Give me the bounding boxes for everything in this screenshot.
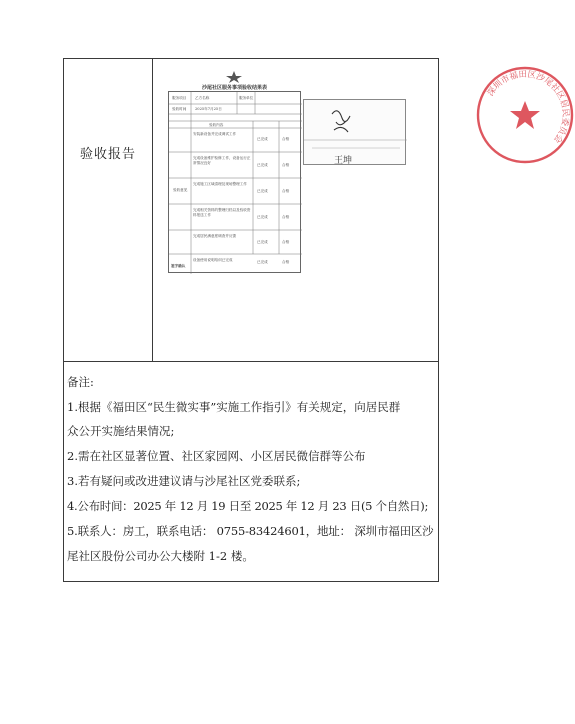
scan-item-text: 完成居民满意度调查并反馈 <box>193 234 237 238</box>
scan-item-text: 设备使用说明培训已完成 <box>193 258 233 262</box>
scan-item-status: 已完成 <box>257 163 268 167</box>
scan-item-text: 完成相关资料的整理归档以及验收资料报送工作 <box>193 208 251 217</box>
scan-item-status: 已完成 <box>257 260 268 264</box>
official-seal-icon <box>475 65 575 165</box>
scan-item-result: 合格 <box>282 240 290 244</box>
scan-header-4: 验收时间 <box>172 107 187 111</box>
note-5-line-1: 5.联系人：房工，联系电话： 0755-83424601，地址： 深圳市福田区沙 <box>67 524 434 538</box>
scan-item-status: 已完成 <box>257 137 268 141</box>
seal-text: 深圳市福田区沙尾社区居民委员会 <box>485 69 571 145</box>
note-3: 3.若有疑问或改进建议请与沙尾社区党委联系; <box>67 474 301 488</box>
scan-date: 2025年7月25日 <box>195 107 222 111</box>
note-2: 2.需在社区显著位置、社区家园网、小区居民微信群等公布 <box>67 449 366 463</box>
acceptance-label: 验收报告 <box>79 147 136 162</box>
scan-item-text: 完成施工区域清理及现场整理工作 <box>193 182 247 186</box>
note-5-line-2: 尾社区股份公司办公大楼附 1-2 楼。 <box>67 549 254 563</box>
scan-item-result: 合格 <box>282 163 290 167</box>
scan-item-result: 合格 <box>282 137 290 141</box>
report-table <box>63 58 571 582</box>
scan-item-text: 完成设备维护检修工作，设备运行正常情况良好 <box>193 156 251 165</box>
acceptance-scan-cell <box>153 59 571 361</box>
scan-side-label: 验收意见 <box>173 188 188 192</box>
scan-header-1: 服务项目 <box>172 96 187 100</box>
note-1-line-2: 众公开实施结果情况; <box>67 424 175 438</box>
notes-heading: 备注: <box>67 375 94 389</box>
acceptance-label-cell <box>64 59 153 361</box>
scan-item-text: 安装新设备并完成调试工作 <box>193 132 237 136</box>
acceptance-row <box>64 59 571 362</box>
slip-marks <box>304 100 407 166</box>
scan-item-result: 合格 <box>282 215 290 219</box>
scan-item-status: 已完成 <box>257 189 268 193</box>
note-1-line-1: 1.根据《福田区“民生微实事”实施工作指引》有关规定，向居民群 <box>67 400 401 414</box>
note-4: 4.公布时间：2025 年 12 月 19 日至 2025 年 12 月 23 日(5 个自然日); <box>67 499 429 513</box>
stamped-slip <box>303 99 406 165</box>
slip-signature: 王坤 <box>334 156 353 166</box>
scan-header-2: 乙方名称 <box>195 96 210 100</box>
scanned-acceptance-form <box>168 71 301 273</box>
scan-header-3: 服务单位 <box>239 96 254 100</box>
scan-signature: 签字确认 <box>171 264 186 268</box>
logo-icon <box>226 71 242 83</box>
scan-items-header: 验收内容 <box>209 123 224 127</box>
scan-title: 沙尾社区服务事项验收结果表 <box>201 85 267 91</box>
scan-item-result: 合格 <box>282 260 290 264</box>
scan-item-status: 已完成 <box>257 240 268 244</box>
scan-grid <box>168 91 301 273</box>
scan-item-status: 已完成 <box>257 215 268 219</box>
scan-item-result: 合格 <box>282 189 290 193</box>
